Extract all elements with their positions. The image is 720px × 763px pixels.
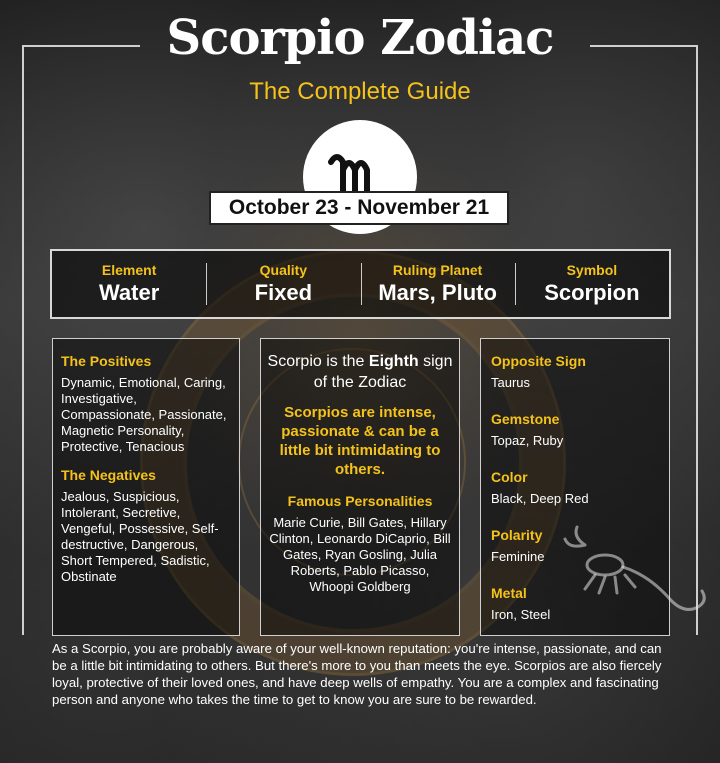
date-range: October 23 - November 21 (209, 191, 509, 225)
intro-text (267, 351, 453, 393)
negatives-text: Jealous, Suspicious, Intolerant, Secretive, Vengeful, Possessive, Self-destructive, Dangerous, Short Tempered, Sadistic, Obstinate (61, 489, 219, 584)
negatives-heading: The Negatives (61, 467, 156, 483)
traits-panel (52, 338, 240, 636)
intro-bold: Eighth (368, 353, 419, 370)
scorpion-icon (555, 525, 715, 635)
frame-line-left (22, 45, 24, 635)
stat-element (52, 251, 206, 317)
color-heading: Color (491, 469, 528, 485)
opposite-sign-heading: Opposite Sign (491, 353, 586, 369)
opposite-sign-value: Taurus (491, 375, 531, 390)
stat-ruling-planet (361, 251, 515, 317)
highlight-quote: Scorpios are intense, passionate & can be a little bit intimidating to others. (279, 404, 441, 478)
stat-label: Quality (259, 262, 308, 278)
color-value: Black, Deep Red (491, 491, 589, 506)
famous-heading: Famous Personalities (287, 493, 433, 509)
gemstone-value: Topaz, Ruby (491, 433, 564, 448)
stats-bar (50, 249, 671, 319)
stat-value: Water (98, 280, 160, 305)
stat-symbol (515, 251, 669, 317)
stat-value: Mars, Pluto (378, 280, 497, 305)
intro-before: Scorpio is the (267, 353, 369, 370)
description-paragraph: As a Scorpio, you are probably aware of your well-known reputation: you're intense, passionate, and can be a little bit intimidating to others. But there's more to you than meets the eye. Scorpios are also fiercely loyal, protective of their loved ones, and have deep wells of empathy. You are a complex and fascinating person and anyone who takes the time to get to know you are sure to be rewarded. (52, 641, 662, 707)
intro-after: sign of the Zodiac (313, 353, 453, 391)
gemstone-heading: Gemstone (491, 411, 560, 427)
positives-text: Dynamic, Emotional, Caring, Investigative, Compassionate, Passionate, Magnetic Personality, Protective, Tenacious (61, 375, 227, 454)
page-subtitle: The Complete Guide (249, 78, 471, 105)
overview-panel (260, 338, 460, 636)
stat-value: Scorpion (544, 280, 640, 305)
polarity-heading: Polarity (491, 527, 543, 543)
polarity-value: Feminine (491, 549, 545, 564)
page-title: Scorpio Zodiac (166, 10, 554, 66)
stat-value: Fixed (254, 280, 313, 305)
famous-text: Marie Curie, Bill Gates, Hillary Clinton, Leonardo DiCaprio, Bill Gates, Ryan Gosling, Julia Roberts, Pablo Picasso, Whoopi Goldberg (269, 515, 451, 594)
positives-heading: The Positives (61, 353, 152, 369)
stat-quality (206, 251, 360, 317)
stat-label: Symbol (566, 262, 618, 278)
metal-heading: Metal (491, 585, 527, 601)
stat-label: Ruling Planet (392, 262, 483, 278)
metal-value: Iron, Steel (491, 607, 551, 622)
stat-label: Element (101, 262, 157, 278)
